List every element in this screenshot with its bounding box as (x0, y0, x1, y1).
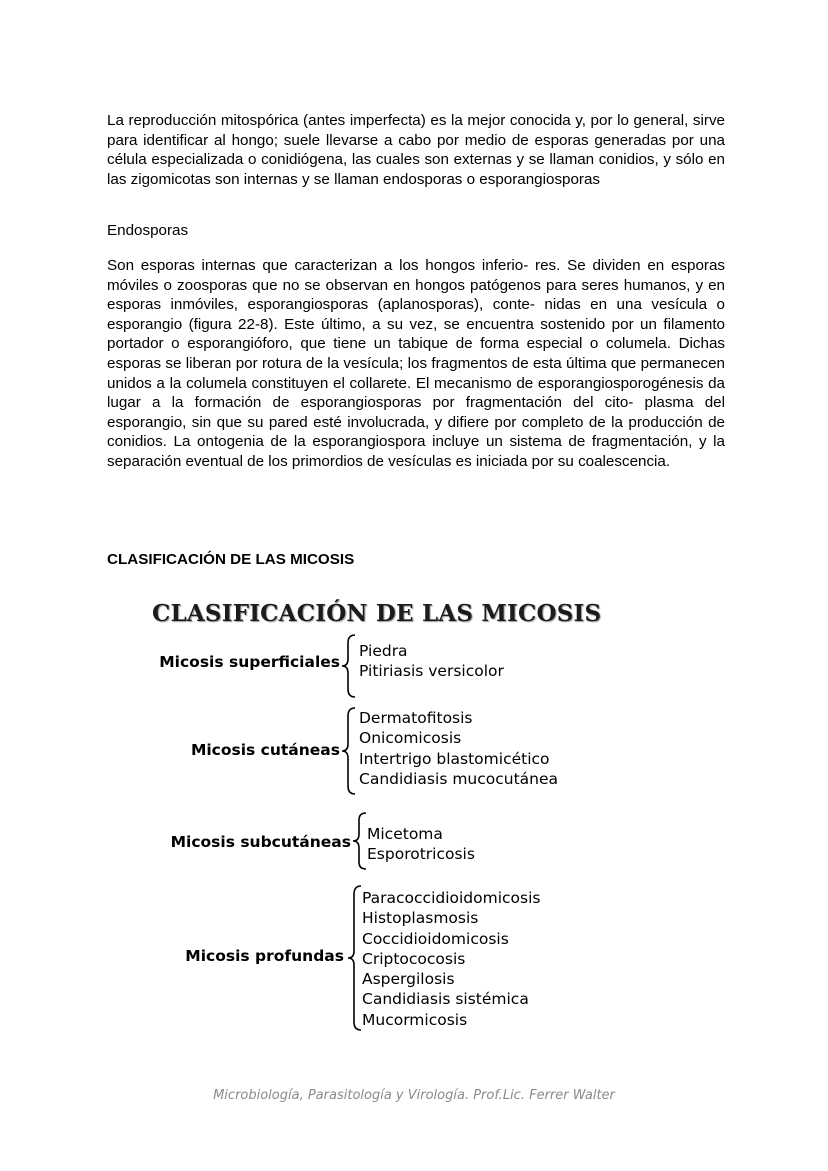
list-item: Pitiriasis versicolor (359, 662, 504, 681)
paragraph-reproduccion: La reproducción mitospórica (antes imperfecta) es la mejor conocida y, por lo general, sirve para identificar al hongo; suele llevarse a cabo por medio de esporas generadas por una célula especializada o conidiógena, las cuales son externas y se llaman conidios, y sólo en las zigomicotas son internas y se llaman endosporas o esporangiosporas (107, 112, 725, 188)
brace-subcutaneas (350, 811, 368, 871)
list-item: Mucormicosis (362, 1010, 468, 1029)
group-label-cutaneas: Micosis cutáneas (190, 741, 340, 759)
list-item: Histoplasmosis (362, 909, 479, 928)
list-item: Aspergilosis (362, 970, 455, 989)
group-items-profundas (362, 888, 541, 1030)
page-footer: Microbiología, Parasitología y Virología. Prof.Lic. Ferrer Walter (213, 1088, 615, 1103)
group-label-profundas: Micosis profundas (185, 947, 344, 965)
list-item: Piedra (359, 642, 408, 660)
list-item: Onicomicosis (359, 729, 462, 748)
group-label-superficiales: Micosis superficiales (159, 653, 340, 671)
brace-superficiales (339, 633, 357, 699)
list-item: Criptococosis (362, 949, 466, 968)
group-items-superficiales (359, 641, 504, 682)
list-item: Candidiasis mucocutánea (359, 769, 559, 788)
list-item: Micetoma (367, 825, 443, 843)
heading-endosporas: Endosporas (107, 222, 189, 239)
paragraph-endosporas: Son esporas internas que caracterizan a los hongos inferio- res. Se dividen en esporas móviles o zoosporas que no se observan en hongos patógenos para seres humanos, y en esporas inmóviles, esporangiosporas (aplanosporas), conte- nidas en una vesícula o esporangio (figura 22-8). Este último, a su vez, se encuentra sostenido por un filamento portador o esporangióforo, que tiene un tabique de forma especial o columela. Dichas esporas se liberan por rotura de la vesícula; los fragmentos de esta última que permanecen unidos a la columela constituyen el collarete. El mecanismo de esporangiosporogénesis da lugar a la formación de esporangiosporas por fragmentación del cito- plasma del esporangio, sin que su pared esté involucrada, y difiere por completo de la producción de conidios. La ontogenia de la esporangiospora incluye un sistema de fragmentación, y la separación eventual de los primordios de vesículas es iniciada por su coalescencia. (107, 257, 725, 470)
list-item: Paracoccidioidomicosis (362, 889, 541, 907)
list-item: Intertrigo blastomicético (359, 749, 550, 768)
group-items-cutaneas (359, 708, 558, 789)
list-item: Dermatofitosis (359, 709, 473, 727)
group-items-subcutaneas (367, 824, 475, 865)
list-item: Candidiasis sistémica (362, 990, 529, 1009)
figure-title: CLASIFICACIÓN DE LAS MICOSIS (152, 600, 602, 627)
section-heading: CLASIFICACIÓN DE LAS MICOSIS (107, 551, 355, 568)
list-item: Coccidioidomicosis (362, 929, 509, 948)
brace-cutaneas (339, 706, 357, 796)
brace-profundas (345, 884, 363, 1034)
group-label-subcutaneas: Micosis subcutáneas (170, 833, 351, 851)
classification-figure (140, 596, 600, 1056)
list-item: Esporotricosis (367, 845, 475, 864)
